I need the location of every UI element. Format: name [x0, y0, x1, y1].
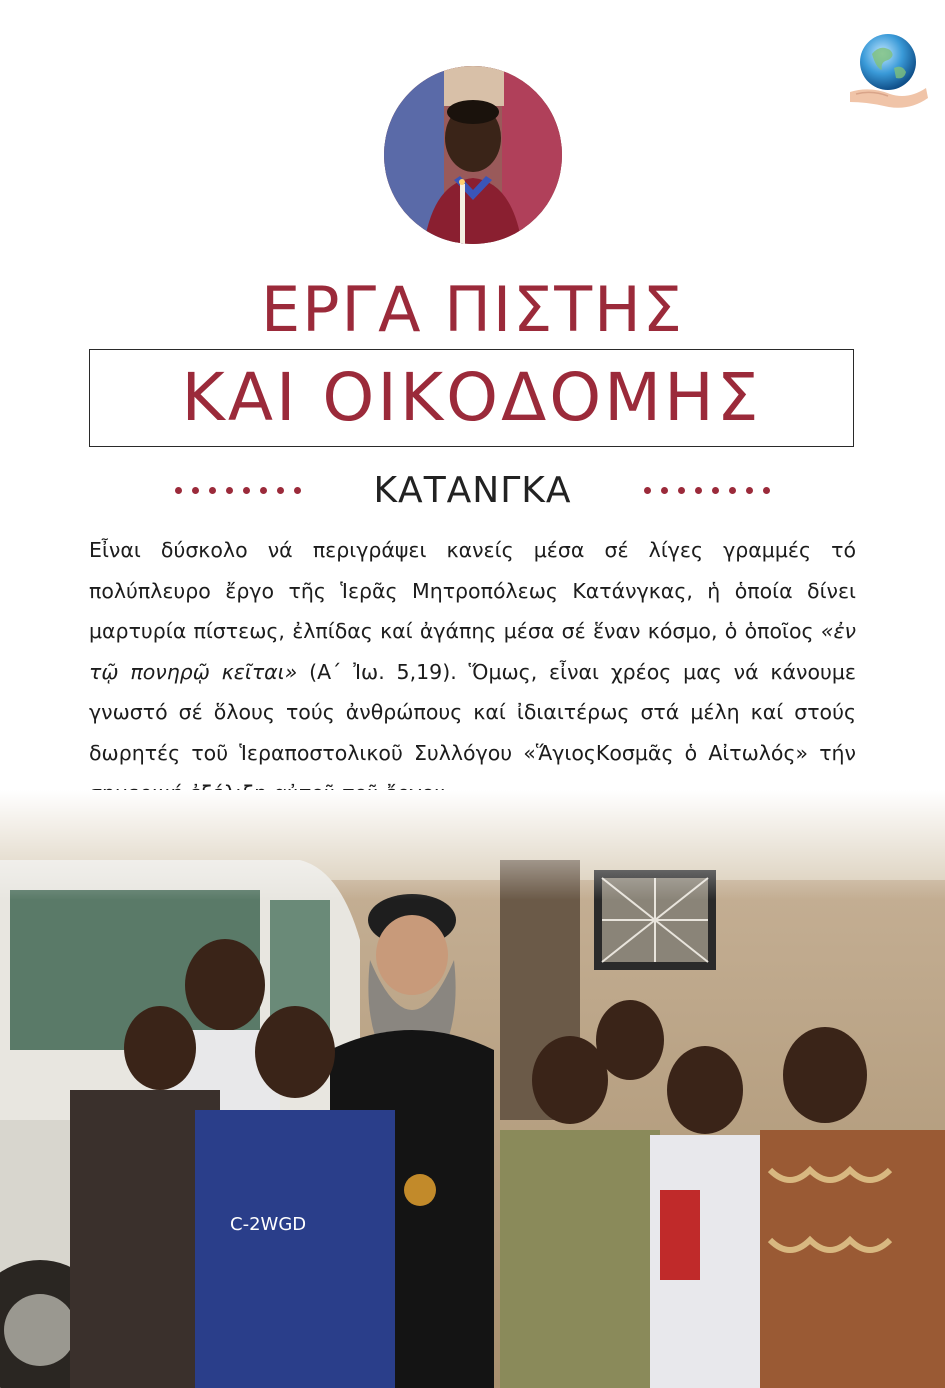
body-quote: «ἐν τῷ πονηρῷ κεῖται»: [89, 619, 856, 684]
decorative-dots-left: [175, 487, 301, 494]
page-title-box: [89, 349, 854, 447]
page-title-line2: ΚΑΙ ΟΙΚΟΔΟΜΗΣ: [181, 359, 762, 436]
body-text-part2: (Α΄ Ἰω. 5,19). Ὅμως, εἶναι χρέος μας νά κάνουμε γνωστό σέ ὅλους τούς ἀνθρώπους καί ἰδιαιτέρως στά μέλη καί στούς δωρητές τοῦ Ἱεραποστολικοῦ Συλλόγου «ἍγιοςΚοσμᾶς ὁ Αἰτωλός» τήν: [89, 659, 857, 765]
portrait-photo: [384, 66, 562, 244]
body-text-part1: Εἶναι δύσκολο νά περιγράψει κανείς μέσα σέ λίγες γραμμές τό πολύπλευρο ἔργο τῆς Ἱερᾶς Μητροπόλεως Κατάνγκας, ἡ ὁποία δίνει μαρτυρία πίστεως, ἐλπίδας καί ἀγάπης μέσα σέ ἕναν κόσμο, ὁ ὁποῖος: [89, 538, 856, 643]
svg-text:C-2WGD: C-2WGD: [230, 1214, 307, 1235]
page-title-line1: ΕΡΓΑ ΠΙΣΤΗΣ: [261, 273, 684, 346]
decorative-dots-right: [644, 487, 770, 494]
globe-in-hand-logo: [850, 28, 930, 110]
section-subtitle: ΚΑΤΑΝΓΚΑ: [373, 469, 572, 511]
subtitle-row: [175, 462, 770, 518]
group-photo: [0, 790, 945, 1388]
article-body: [89, 530, 856, 814]
